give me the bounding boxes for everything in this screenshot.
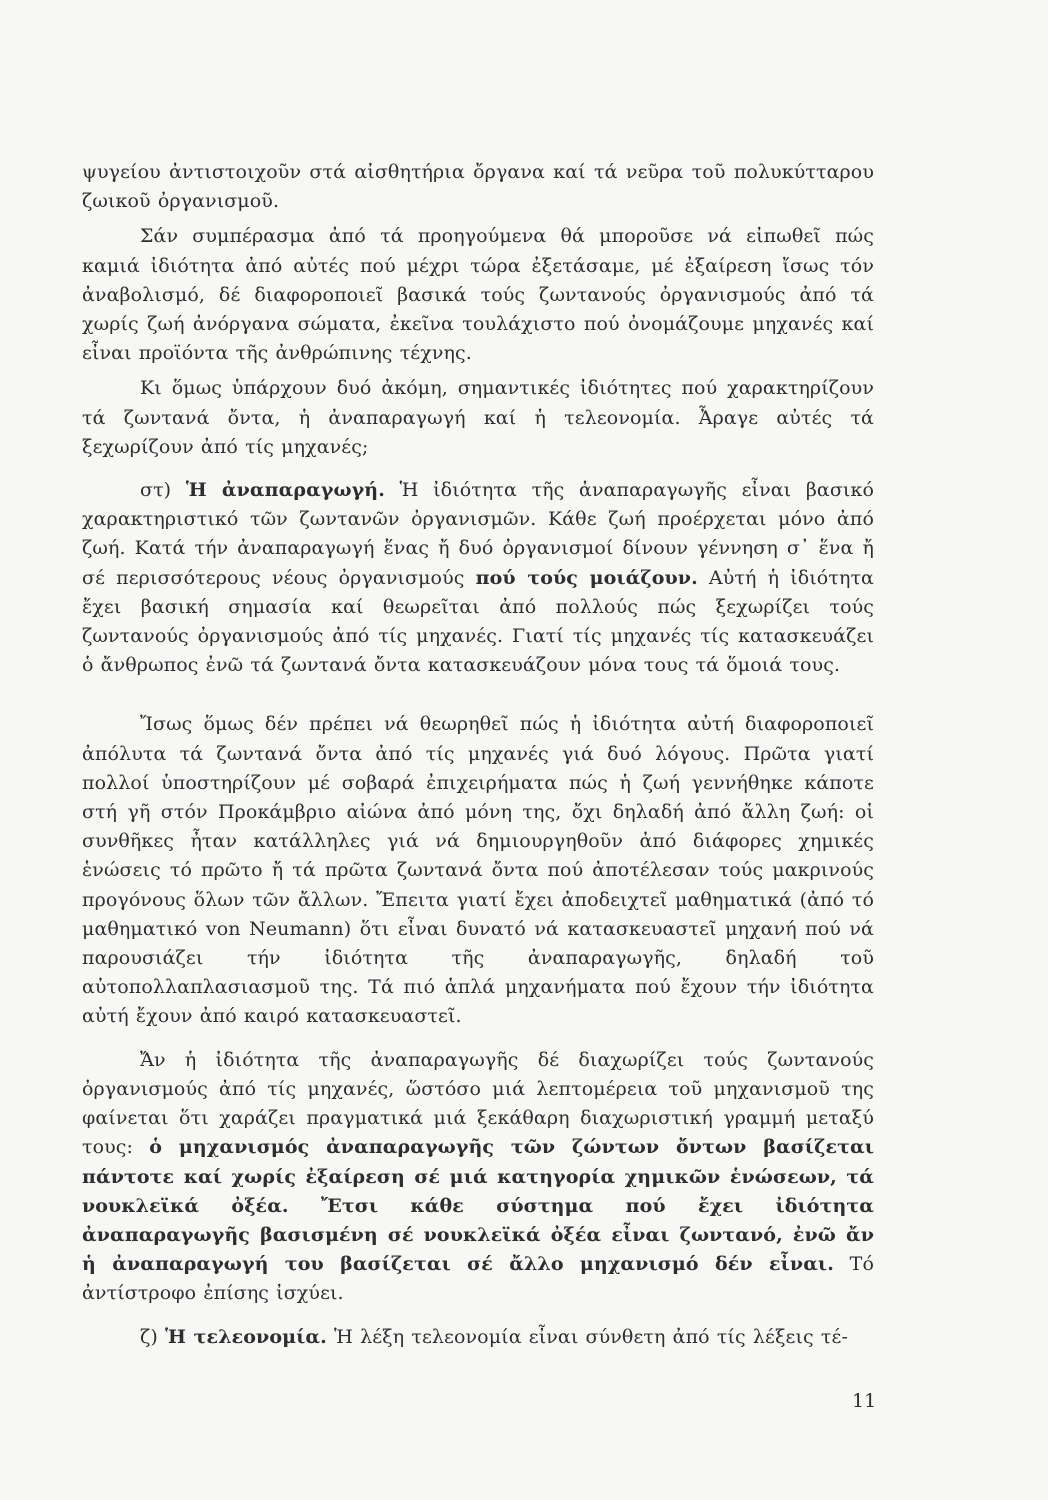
- paragraph-6-emphasis: ὁ μηχανισμός ἀναπαραγωγῆς τῶν ζώντων ὄντων βασίζεται πάντοτε καί χωρίς ἐξαίρεση σέ μιά κατηγορία χημικῶν ἑνώσεων, τά νουκλεϊκά ὀξέα. Ἔτσι κάθε σύστημα πού ἔχει ἰδιότητα ἀναπαραγωγῆς βασισμένη σέ νουκλεϊκά ὀξέα εἶναι ζωντανό, ἐνῶ ἄν ἡ ἀναπαραγωγή του βασίζεται σέ ἄλλο μηχανισμό δέν εἶναι.: [82, 1136, 875, 1276]
- paragraph-5-text: Ἴσως ὅμως δέν πρέπει νά θεωρηθεῖ πώς ἡ ἰδιότητα αὐτή διαφοροποιεῖ ἀπόλυτα τά ζωντανά ὄντα ἀπό τίς μηχανές γιά δυό λόγους. Πρῶτα γιατί πολλοί ὑποστηρίζουν μέ σοβαρά ἐπιχειρήματα πώς ἡ ζωή γεννήθηκε κάποτε στή γῆ στόν Προκάμβριο αἰώνα ἀπό μόνη της, ὄχι δηλαδή ἀπό ἄλλη ζωή: οἱ συνθῆκες ἦταν κατάλληλες γιά νά δημιουργηθοῦν ἀπό διάφορες χημικές ἑνώσεις τό πρῶτο ἤ τά πρῶτα ζωντανά ὄντα πού ἀποτέλεσαν τούς μακρινούς προγόνους ὅλων τῶν ἄλλων. Ἔπειτα γιατί ἔχει ἀποδειχτεῖ μαθηματικά (ἀπό τό μαθηματικό von Neumann) ὅτι εἶναι δυνατό νά κατασκευαστεῖ μηχανή πού νά παρουσιάζει τήν ἰδιότητα τῆς ἀναπαραγωγῆς, δηλαδή τοῦ αὐτοπολλαπλασιασμοῦ της. Τά πιό ἁπλά μηχανήματα πού ἔχουν τήν ἰδιότητα αὐτή ἔχουν ἀπό καιρό κατασκευαστεῖ.: [82, 713, 874, 1028]
- paragraph-2: [82, 222, 874, 368]
- paragraph-teleonomy-text: Ἡ λέξη τελεονομία εἶναι σύνθετη ἀπό τίς λέξεις τέ-: [326, 1325, 848, 1348]
- paragraph-reproduction-text-1: Ἡ ἰδιότητα τῆς ἀναπαραγωγῆς εἶναι βασικό χαρακτηριστικό τῶν ζωντανῶν ὀργανισμῶν. Κάθε ζωή προέρχεται μόνο ἀπό ζωή. Κατά τήν ἀναπαραγωγή ἕνας ἤ δυό ὀργανισμοί δίνουν γέννηση σ᾽ ἕνα ἤ σέ περισσότερους νέους ὀργανισμούς: [82, 479, 874, 589]
- paragraph-teleonomy: [82, 1323, 874, 1352]
- paragraph-reproduction-text-2: Αὐτή ἡ ἰδιότητα ἔχει βασική σημασία καί θεωρεῖται ἀπό πολλούς πώς ξεχωρίζει τούς ζωντανούς ὀργανισμούς ἀπό τίς μηχανές. Γιατί τίς μηχανές τίς κατασκευάζει ὁ ἄνθρωπος ἐνῶ τά ζωντανά ὄντα κατασκευάζουν μόνα τους τά ὅμοιά τους.: [82, 566, 874, 677]
- paragraph-5: [82, 710, 874, 1031]
- paragraph-1: [82, 158, 874, 216]
- document-page: [82, 158, 874, 1352]
- section-heading-reproduction: Ἡ ἀναπαραγωγή.: [185, 479, 385, 502]
- page-number: 11: [852, 1390, 877, 1412]
- paragraph-3-text: Κι ὅμως ὑπάρχουν δυό ἀκόμη, σημαντικές ἰδιότητες πού χαρακτηρίζουν τά ζωντανά ὄντα, ἡ ἀναπαραγωγή καί ἡ τελεονομία. Ἆραγε αὐτές τά ξεχωρίζουν ἀπό τίς μηχανές;: [82, 377, 874, 458]
- section-heading-teleonomy: Ἡ τελεονομία.: [165, 1325, 327, 1348]
- paragraph-6-text-2: Τό ἀντίστροφο ἐπίσης ἰσχύει.: [82, 1253, 874, 1305]
- paragraph-reproduction: [82, 476, 874, 680]
- paragraph-reproduction-emphasis: πού τούς μοιάζουν.: [475, 566, 698, 589]
- section-lead-st: στ): [140, 479, 186, 502]
- section-lead-z: ζ): [140, 1325, 166, 1348]
- paragraph-1-text: ψυγείου ἀντιστοιχοῦν στά αἰσθητήρια ὄργανα καί τά νεῦρα τοῦ πολυκύτταρου ζωικοῦ ὀργανισμοῦ.: [82, 161, 874, 213]
- paragraph-2-text: Σάν συμπέρασμα ἀπό τά προηγούμενα θά μποροῦσε νά εἰπωθεῖ πώς καμιά ἰδιότητα ἀπό αὐτές πού μέχρι τώρα ἐξετάσαμε, μέ ἐξαίρεση ἴσως τόν ἀναβολισμό, δέ διαφοροποιεῖ βασικά τούς ζωντανούς ὀργανισμούς ἀπό τά χωρίς ζωή ἀνόργανα σώματα, ἐκεῖνα τουλάχιστο πού ὀνομάζουμε μηχανές καί εἶναι προϊόντα τῆς ἀνθρώπινης τέχνης.: [82, 225, 874, 365]
- paragraph-6: [82, 1046, 874, 1309]
- paragraph-3: [82, 374, 874, 462]
- paragraph-6-text-1: Ἄν ἡ ἰδιότητα τῆς ἀναπαραγωγῆς δέ διαχωρίζει τούς ζωντανούς ὀργανισμούς ἀπό τίς μηχανές, ὥστόσο μιά λεπτομέρεια τοῦ μηχανισμοῦ της φαίνεται ὅτι χαράζει πραγματικά μιά ξεκάθαρη διαχωριστική γραμμή μεταξύ τους:: [82, 1048, 874, 1159]
